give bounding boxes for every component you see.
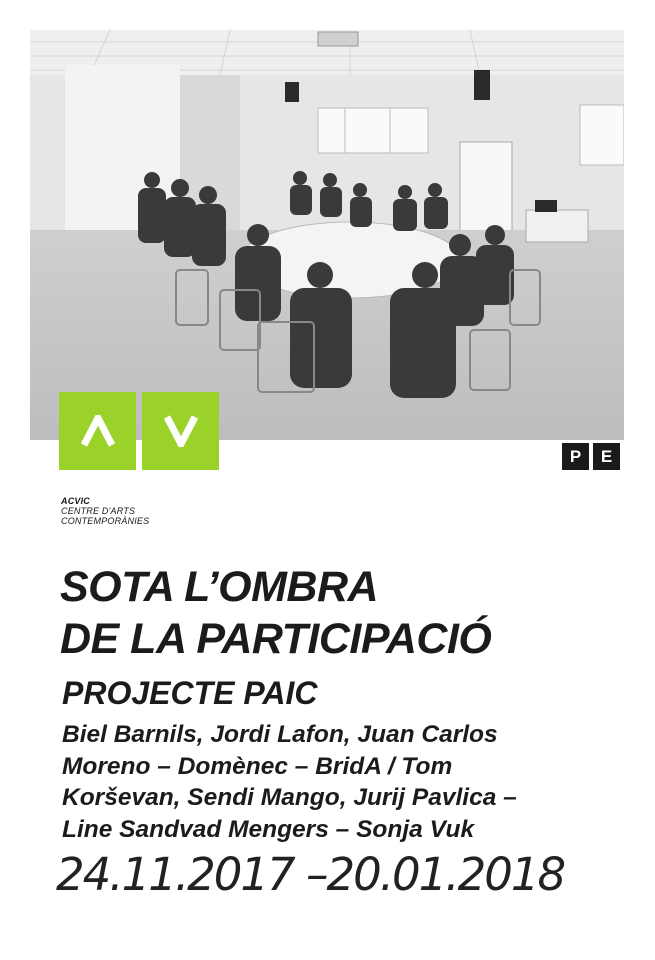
- title-line-1: SOTA L’OMBRA: [60, 563, 379, 611]
- pe-logo: [562, 443, 620, 470]
- exhibition-dates: 24.11.2017 –20.01.2018: [56, 848, 565, 901]
- lambda-icon: [81, 415, 115, 447]
- project-subtitle: PROJECTE PAIC: [62, 675, 318, 711]
- artist-line: Korševan, Sendi Mango, Jurij Pavlica –: [62, 784, 517, 811]
- org-acronym: ACVIC: [61, 496, 91, 506]
- title-line-2: DE LA PARTICIPACIÓ: [60, 615, 492, 663]
- pe-logo-e: E: [593, 443, 620, 470]
- photo-icon: [30, 30, 624, 440]
- event-photo: [30, 30, 624, 440]
- exhibition-title: [60, 561, 630, 665]
- org-line-1: CENTRE D'ARTS: [61, 506, 136, 516]
- artist-line: Moreno – Domènec – BridA / Tom: [62, 752, 453, 780]
- pe-logo-p: P: [562, 443, 589, 470]
- organization-name: [61, 496, 149, 526]
- v-letter-icon: [164, 415, 198, 447]
- artist-line: Line Sandvad Mengers – Sonja Vuk: [62, 815, 475, 843]
- artist-list: [62, 719, 632, 845]
- av-logo-lambda-tile: [59, 392, 136, 470]
- av-logo: [59, 392, 219, 470]
- av-logo-v-tile: [142, 392, 219, 470]
- org-line-2: CONTEMPORÀNIES: [61, 516, 150, 526]
- artist-line: Biel Barnils, Jordi Lafon, Juan Carlos: [62, 721, 498, 748]
